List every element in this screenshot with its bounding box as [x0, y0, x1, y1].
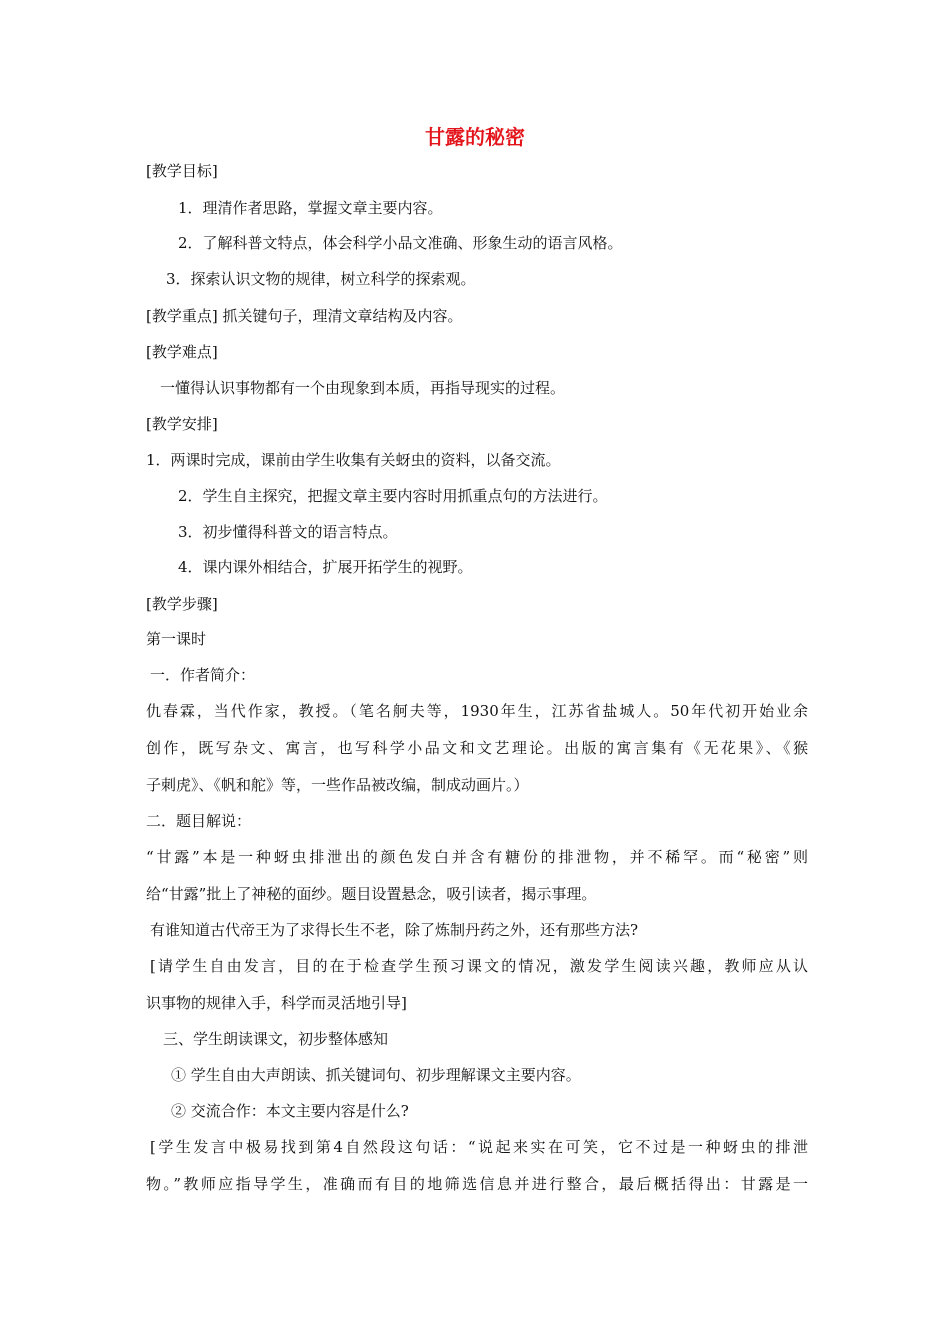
text-line: ① 学生自由大声朗读、抓关键词句、初步理解课文主要内容。 — [171, 1066, 581, 1084]
text-line: 物。”教师应指导学生，准确而有目的地筛选信息并进行整合，最后概括得出：甘露是一 — [146, 1175, 808, 1193]
text-line: 仇春霖，当代作家，教授。（笔名舸夫等，1930年生，江苏省盐城人。50年代初开始业余 — [146, 702, 808, 720]
text-line: 3．探索认识文物的规律，树立科学的探索观。 — [166, 270, 476, 288]
document-title: 甘露的秘密 — [425, 125, 525, 149]
text-line: 一懂得认识事物都有一个由现象到本质，再指导现实的过程。 — [160, 379, 566, 397]
text-line: “甘露”本是一种蚜虫排泄出的颜色发白并含有糖份的排泄物，并不稀罕。而“秘密”则 — [146, 848, 808, 866]
text-line: 三、学生朗读课文，初步整体感知 — [163, 1030, 389, 1048]
text-line: 第一课时 — [146, 630, 207, 648]
text-line: 3．初步懂得科普文的语言特点。 — [178, 523, 398, 541]
text-line: [教学目标] — [146, 162, 218, 180]
text-line: 给“甘露”批上了神秘的面纱。题目设置悬念，吸引读者，揭示事理。 — [146, 885, 597, 903]
text-line: 子刺虎》、《帆和舵》等，一些作品被改编，制成动画片。） — [146, 776, 529, 794]
text-line: [教学难点] — [146, 343, 218, 361]
text-line: [教学步骤] — [146, 595, 218, 613]
text-line: 有谁知道古代帝王为了求得长生不老，除了炼制丹药之外，还有那些方法? — [150, 921, 639, 939]
text-line: 创作，既写杂文、寓言，也写科学小品文和文艺理论。出版的寓言集有《无花果》、《猴 — [146, 739, 808, 757]
text-line: 一．作者简介： — [150, 666, 256, 684]
text-line: 2．了解科普文特点，体会科学小品文准确、形象生动的语言风格。 — [178, 234, 623, 252]
text-line: 识事物的规律入手，科学而灵活地引导] — [146, 994, 407, 1012]
text-line: [请学生自由发言，目的在于检查学生预习课文的情况，激发学生阅读兴趣，教师应从认 — [150, 957, 808, 975]
text-line: ② 交流合作：本文主要内容是什么? — [171, 1102, 409, 1120]
text-line: 4．课内课外相结合，扩展开拓学生的视野。 — [178, 558, 473, 576]
text-line: [教学重点] 抓关键句子，理清文章结构及内容。 — [146, 307, 463, 325]
text-line: 2．学生自主探究，把握文章主要内容时用抓重点句的方法进行。 — [178, 487, 608, 505]
text-line: 1．两课时完成，课前由学生收集有关蚜虫的资料，以备交流。 — [146, 451, 561, 469]
text-line: [学生发言中极易找到第4自然段这句话：“说起来实在可笑，它不过是一种蚜虫的排泄 — [150, 1138, 808, 1156]
text-line: [教学安排] — [146, 415, 218, 433]
text-line: 1．理清作者思路，掌握文章主要内容。 — [178, 199, 443, 217]
text-line: 二．题目解说： — [146, 812, 252, 830]
